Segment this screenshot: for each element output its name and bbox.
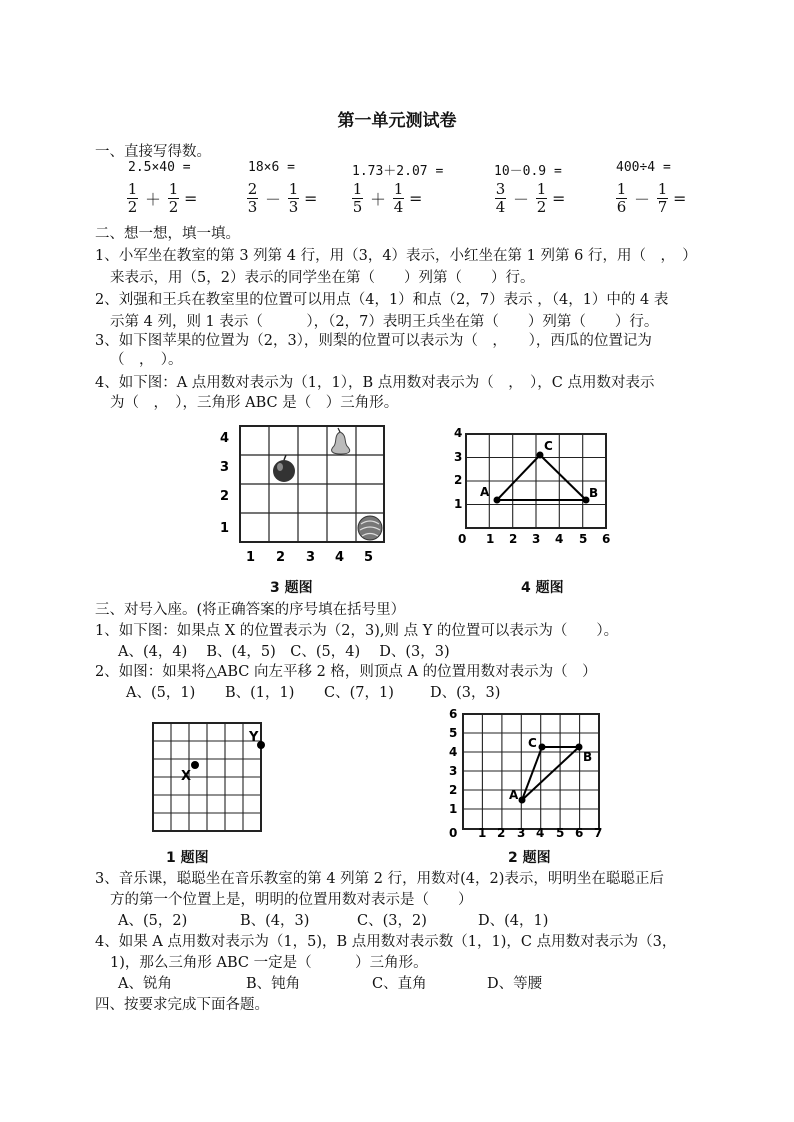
label-b: B: [583, 750, 593, 764]
q2-3-line-1: 3、如下图苹果的位置为（2，3），则梨的位置可以表示为（ ， ），西瓜的位置记为: [95, 333, 652, 349]
fraction: [168, 181, 179, 216]
x-tick: 2: [509, 532, 518, 546]
q3-4-option-c: C、直角: [372, 976, 427, 992]
x-tick: 6: [602, 532, 611, 546]
x-tick: 7: [594, 826, 603, 840]
denominator: 4: [495, 198, 506, 216]
numerator: 3: [495, 180, 506, 198]
fraction: [247, 181, 258, 216]
denominator: 5: [352, 198, 363, 216]
x-tick: 1: [246, 550, 256, 565]
point-x: [191, 761, 199, 769]
x-tick: 1: [486, 532, 495, 546]
denominator: 4: [393, 198, 404, 216]
figure-3-caption: 3 题图: [270, 580, 313, 596]
section-2-heading: 二、想一想，填一填。: [95, 226, 240, 242]
numerator: 1: [168, 180, 179, 198]
label-c: C: [528, 736, 537, 750]
equals-sign: =: [184, 189, 198, 208]
x-tick: 3: [532, 532, 541, 546]
equals-sign: =: [409, 189, 423, 208]
x-tick: 5: [556, 826, 565, 840]
y-tick: 2: [449, 783, 458, 797]
arith-item: 400÷4 =: [616, 160, 671, 175]
q3-2-option-c: C、(7，1): [324, 685, 394, 701]
q2-1-line-1: 1、小军坐在教室的第 3 列第 4 行，用（3，4）表示，小红坐在第 1 列第 6 行，用（ ， ）: [95, 248, 697, 264]
fraction-expression: [494, 181, 571, 216]
y-tick: 3: [454, 450, 463, 464]
numerator: 1: [393, 180, 404, 198]
operator: ＋: [370, 190, 387, 209]
denominator: 2: [127, 198, 138, 216]
figure-4-caption: 4 题图: [521, 580, 564, 596]
pear-icon: [332, 428, 350, 454]
apple-icon: [273, 455, 295, 482]
section-4-heading: 四、按要求完成下面各题。: [95, 997, 269, 1013]
x-tick: 4: [335, 550, 345, 565]
q3-4-line-2: 1)，那么三角形 ABC 一定是（ ）三角形。: [110, 955, 428, 971]
x-tick: 1: [478, 826, 487, 840]
q2-1-line-2: 来表示，用（5，2）表示的同学坐在第（ ）列第（ ）行。: [110, 270, 535, 286]
q3-4-option-b: B、钝角: [246, 976, 301, 992]
numerator: 1: [352, 180, 363, 198]
y-tick: 2: [220, 489, 230, 504]
figure-2-caption: 2 题图: [508, 850, 551, 866]
y-tick: 3: [220, 460, 230, 475]
numerator: 1: [288, 180, 299, 198]
y-tick: 5: [449, 726, 458, 740]
fraction: [352, 181, 363, 216]
q2-4-line-2: 为（ ， ），三角形 ABC 是（ ）三角形。: [110, 395, 399, 411]
denominator: 6: [616, 198, 627, 216]
x-tick: 3: [517, 826, 526, 840]
q2-2-line-1: 2、刘强和王兵在教室里的位置可以用点（4，1）和点（2，7）表示 ，（4，1）中的 4 表: [95, 292, 669, 308]
denominator: 7: [657, 198, 668, 216]
fraction: [127, 181, 138, 216]
q3-3-line-1: 3、音乐课，聪聪坐在音乐教室的第 4 列第 2 行，用数对(4，2)表示，明明坐在聪聪正后: [95, 871, 664, 887]
q3-2-text: 2、如图：如果将△ABC 向左平移 2 格，则顶点 A 的位置用数对表示为（ ）: [95, 664, 597, 680]
figure-2-grid: [446, 703, 611, 843]
q3-3-option-b: B、(4，3): [240, 913, 310, 929]
operator: －: [513, 190, 530, 209]
watermelon-icon: [358, 516, 382, 540]
point-b: [576, 744, 583, 751]
x-tick: 3: [306, 550, 316, 565]
label-x: X: [181, 769, 192, 784]
fraction: [393, 181, 404, 216]
denominator: 3: [288, 198, 299, 216]
q3-2-option-b: B、(1，1): [225, 685, 295, 701]
numerator: 1: [657, 180, 668, 198]
fraction-expression: [615, 181, 692, 216]
q3-3-option-d: D、(4，1): [478, 913, 549, 929]
figure-3-grid: [210, 420, 390, 565]
operator: ＋: [145, 190, 162, 209]
section-1-heading: 一、直接写得数。: [95, 144, 211, 160]
arith-item: 2.5×40 =: [128, 160, 191, 175]
x-tick: 2: [497, 826, 506, 840]
numerator: 1: [127, 180, 138, 198]
denominator: 2: [536, 198, 547, 216]
triangle-abc: [497, 455, 586, 500]
label-a: A: [509, 788, 519, 802]
y-tick: 6: [449, 707, 458, 721]
fraction-expression: [351, 181, 428, 216]
arith-item: 1.73＋2.07 =: [352, 164, 444, 179]
y-tick: 4: [454, 426, 463, 440]
q3-3-option-c: C、(3，2): [357, 913, 427, 929]
y-tick: 1: [454, 497, 463, 511]
fraction: [288, 181, 299, 216]
figure-4-grid: [450, 420, 625, 555]
equals-sign: =: [673, 189, 687, 208]
denominator: 3: [247, 198, 258, 216]
label-c: C: [544, 439, 553, 453]
x-tick: 0: [449, 826, 458, 840]
fraction: [495, 181, 506, 216]
numerator: 2: [247, 180, 258, 198]
operator: －: [634, 190, 651, 209]
q3-3-line-2: 方的第一个位置上是，明明的位置用数对表示是（ ）: [110, 892, 473, 908]
q2-2-line-2: 示第 4 列，则 1 表示（ ），（2，7）表明王兵坐在第（ ）列第（ ）行。: [110, 314, 659, 330]
numerator: 1: [536, 180, 547, 198]
fraction: [616, 181, 627, 216]
x-tick: 6: [575, 826, 584, 840]
x-tick: 0: [458, 532, 467, 546]
q2-4-line-1: 4、如下图：A 点用数对表示为（1，1），B 点用数对表示为（ ， ），C 点用数对表示: [95, 375, 655, 391]
y-tick: 1: [220, 521, 230, 536]
fraction-expression: [126, 181, 203, 216]
fraction: [536, 181, 547, 216]
label-a: A: [480, 485, 490, 499]
y-tick: 4: [220, 431, 230, 446]
equals-sign: =: [304, 189, 318, 208]
y-tick: 4: [449, 745, 458, 759]
triangle-abc: [522, 747, 579, 800]
point-c: [537, 452, 544, 459]
x-tick: 4: [536, 826, 545, 840]
page-title: 第一单元测试卷: [337, 111, 457, 131]
arith-item: 18×6 =: [248, 160, 295, 175]
q3-1-text: 1、如下图：如果点 X 的位置表示为（2，3),则 点 Y 的位置可以表示为（ ）。: [95, 623, 619, 639]
q3-4-line-1: 4、如果 A 点用数对表示为（1，5)，B 点用数对表示数（1，1)，C 点用数对表示为（3，: [95, 934, 677, 950]
fraction: [657, 181, 668, 216]
fraction-expression: [246, 181, 323, 216]
q3-2-option-d: D、(3，3): [430, 685, 501, 701]
arith-item: 10－0.9 =: [494, 164, 562, 179]
equals-sign: =: [552, 189, 566, 208]
q2-3-line-2: （ ， ）。: [110, 352, 183, 368]
x-tick: 5: [579, 532, 588, 546]
q3-4-option-a: A、锐角: [118, 976, 172, 992]
label-b: B: [589, 486, 599, 500]
label-y: Y: [249, 730, 259, 745]
point-c: [539, 744, 546, 751]
x-tick: 2: [276, 550, 286, 565]
x-tick: 4: [555, 532, 564, 546]
operator: －: [265, 190, 282, 209]
denominator: 2: [168, 198, 179, 216]
y-tick: 3: [449, 764, 458, 778]
q3-1-options: A、(4，4) B、(4，5) C、(5，4) D、(3，3): [118, 644, 450, 660]
section-3-heading: 三、对号入座。(将正确答案的序号填在括号里）: [95, 602, 406, 618]
point-a: [519, 797, 526, 804]
figure-1-caption: 1 题图: [166, 850, 209, 866]
y-tick: 2: [454, 473, 463, 487]
point-a: [494, 497, 501, 504]
q3-4-option-d: D、等腰: [487, 976, 543, 992]
figure-1-grid: [145, 715, 270, 835]
q3-2-option-a: A、(5，1): [126, 685, 196, 701]
y-tick: 1: [449, 802, 458, 816]
x-tick: 5: [364, 550, 374, 565]
q3-3-option-a: A、(5，2): [118, 913, 188, 929]
numerator: 1: [616, 180, 627, 198]
